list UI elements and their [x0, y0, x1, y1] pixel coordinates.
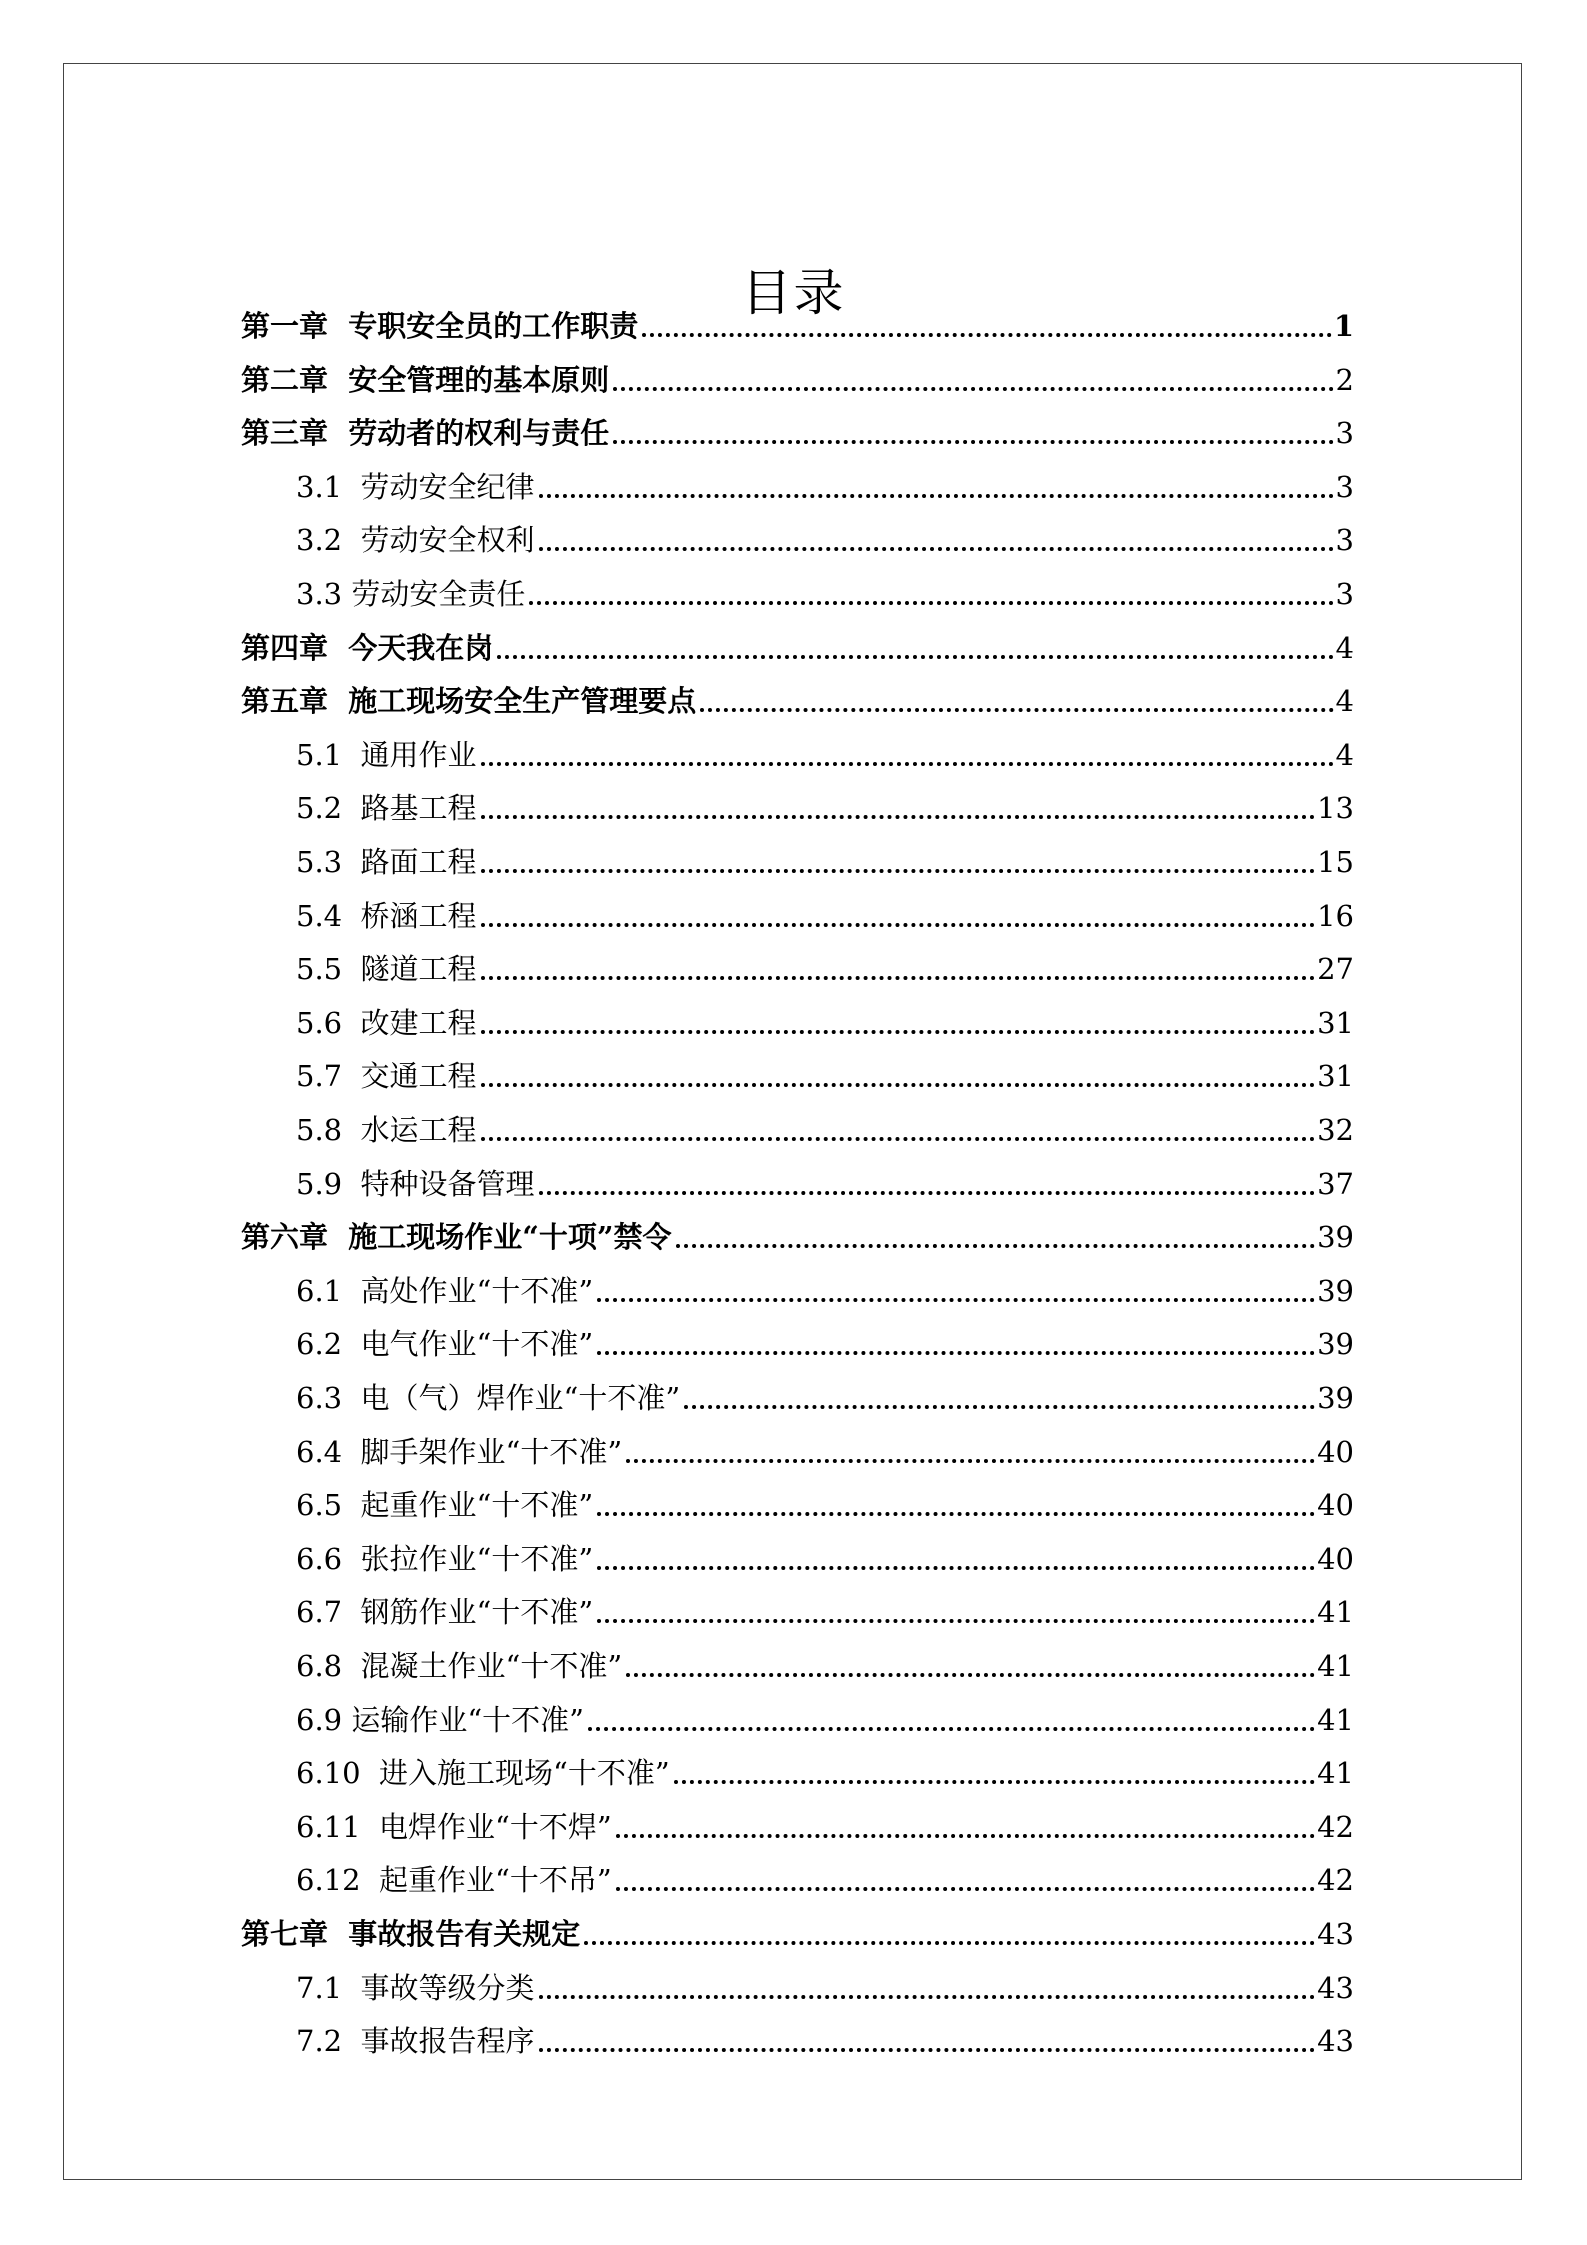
toc-page-number: 2: [1335, 363, 1354, 397]
toc-page-number: 15: [1317, 845, 1354, 879]
toc-section-entry[interactable]: [296, 1847, 1354, 1900]
toc-section-entry[interactable]: [296, 883, 1354, 936]
toc-leader-dots: [684, 1405, 1315, 1409]
toc-section-entry[interactable]: [296, 775, 1354, 828]
toc-page-number: 39: [1317, 1381, 1354, 1415]
toc-page-number: 3: [1335, 470, 1354, 504]
toc-section-entry[interactable]: [296, 1472, 1354, 1525]
toc-entry-label: 第二章 安全管理的基本原则: [241, 363, 610, 397]
toc-page-number: 41: [1317, 1703, 1354, 1737]
toc-page-number: 43: [1317, 2024, 1354, 2058]
toc-leader-dots: [539, 2048, 1316, 2052]
toc-entry-label: 6.9 运输作业“十不准”: [296, 1703, 584, 1737]
toc-section-entry[interactable]: [296, 561, 1354, 614]
toc-section-entry[interactable]: [296, 1740, 1354, 1793]
toc-entry-label: 6.6 张拉作业“十不准”: [296, 1542, 594, 1576]
toc-leader-dots: [481, 1137, 1316, 1141]
toc-section-entry[interactable]: [296, 1526, 1354, 1579]
toc-entry-label: 第七章 事故报告有关规定: [241, 1917, 581, 1951]
toc-page-number: 40: [1317, 1488, 1354, 1522]
toc-chapter-entry[interactable]: [241, 668, 1354, 721]
toc-chapter-entry[interactable]: [241, 400, 1354, 453]
toc-page-number: 3: [1335, 577, 1354, 611]
toc-entry-label: 6.10 进入施工现场“十不准”: [296, 1756, 670, 1790]
toc-entry-label: 第一章 专职安全员的工作职责: [241, 309, 639, 343]
toc-leader-dots: [700, 708, 1333, 712]
toc-page-number: 41: [1317, 1595, 1354, 1629]
toc-leader-dots: [613, 440, 1333, 444]
toc-page-number: 4: [1335, 738, 1354, 772]
toc-section-entry[interactable]: [296, 1955, 1354, 2008]
toc-leader-dots: [481, 762, 1334, 766]
toc-section-entry[interactable]: [296, 1419, 1354, 1472]
toc-page-number: 32: [1317, 1113, 1354, 1147]
toc-leader-dots: [626, 1459, 1315, 1463]
toc-leader-dots: [539, 1191, 1316, 1195]
toc-entry-label: 7.1 事故等级分类: [296, 1971, 535, 2005]
toc-entry-label: 6.3 电（气）焊作业“十不准”: [296, 1381, 681, 1415]
toc-section-entry[interactable]: [296, 936, 1354, 989]
toc-entry-label: 5.1 通用作业: [296, 738, 477, 772]
toc-page-number: 31: [1317, 1006, 1354, 1040]
toc-section-entry[interactable]: [296, 1097, 1354, 1150]
toc-entry-label: 6.1 高处作业“十不准”: [296, 1274, 594, 1308]
toc-leader-dots: [597, 1619, 1315, 1623]
toc-section-entry[interactable]: [296, 2008, 1354, 2061]
toc-leader-dots: [481, 923, 1316, 927]
toc-section-entry[interactable]: [296, 1365, 1354, 1418]
toc-entry-label: 5.2 路基工程: [296, 791, 477, 825]
toc-entry-label: 3.1 劳动安全纪律: [296, 470, 535, 504]
toc-entry-label: 5.6 改建工程: [296, 1006, 477, 1040]
toc-page-number: 39: [1317, 1327, 1354, 1361]
toc-page-number: 41: [1317, 1756, 1354, 1790]
toc-page-number: 27: [1317, 952, 1354, 986]
toc-section-entry[interactable]: [296, 990, 1354, 1043]
toc-leader-dots: [642, 333, 1332, 337]
toc-leader-dots: [674, 1780, 1315, 1784]
toc-page-number: 4: [1335, 631, 1354, 665]
toc-leader-dots: [481, 1030, 1316, 1034]
toc-leader-dots: [539, 1995, 1316, 1999]
toc-page-number: 39: [1317, 1274, 1354, 1308]
toc-entry-label: 第三章 劳动者的权利与责任: [241, 416, 610, 450]
toc-leader-dots: [481, 976, 1316, 980]
toc-leader-dots: [497, 655, 1333, 659]
toc-leader-dots: [613, 387, 1333, 391]
toc-leader-dots: [539, 547, 1334, 551]
toc-chapter-entry[interactable]: [241, 1204, 1354, 1257]
toc-section-entry[interactable]: [296, 454, 1354, 507]
toc-entry-label: 5.4 桥涵工程: [296, 899, 477, 933]
toc-page-number: 42: [1317, 1810, 1354, 1844]
toc-section-entry[interactable]: [296, 1311, 1354, 1364]
toc-page-number: 39: [1317, 1220, 1354, 1254]
toc-leader-dots: [616, 1834, 1315, 1838]
toc-leader-dots: [597, 1512, 1315, 1516]
toc-page-number: 13: [1317, 791, 1354, 825]
toc-page-number: 43: [1317, 1917, 1354, 1951]
toc-entry-label: 3.2 劳动安全权利: [296, 523, 535, 557]
toc-section-entry[interactable]: [296, 1633, 1354, 1686]
toc-entry-label: 第六章 施工现场作业“十项”禁令: [241, 1220, 672, 1254]
toc-leader-dots: [529, 601, 1333, 605]
toc-leader-dots: [481, 869, 1316, 873]
toc-page-number: 1: [1333, 309, 1354, 343]
toc-entry-label: 5.7 交通工程: [296, 1059, 477, 1093]
toc-section-entry[interactable]: [296, 1687, 1354, 1740]
toc-page-number: 40: [1317, 1542, 1354, 1576]
toc-section-entry[interactable]: [296, 1794, 1354, 1847]
toc-entry-label: 6.5 起重作业“十不准”: [296, 1488, 594, 1522]
toc-entry-label: 3.3 劳动安全责任: [296, 577, 526, 611]
toc-leader-dots: [597, 1351, 1315, 1355]
toc-chapter-entry[interactable]: [241, 1901, 1354, 1954]
toc-entry-label: 6.8 混凝土作业“十不准”: [296, 1649, 623, 1683]
toc-entry-label: 5.3 路面工程: [296, 845, 477, 879]
toc-chapter-entry[interactable]: [241, 615, 1354, 668]
toc-leader-dots: [626, 1673, 1315, 1677]
toc-page-number: 31: [1317, 1059, 1354, 1093]
toc-leader-dots: [597, 1566, 1315, 1570]
toc-entry-label: 6.11 电焊作业“十不焊”: [296, 1810, 612, 1844]
toc-page-number: 43: [1317, 1971, 1354, 2005]
toc-entry-label: 6.2 电气作业“十不准”: [296, 1327, 594, 1361]
toc-leader-dots: [481, 815, 1316, 819]
toc-leader-dots: [481, 1083, 1316, 1087]
toc-section-entry[interactable]: [296, 1043, 1354, 1096]
toc-section-entry[interactable]: [296, 1579, 1354, 1632]
toc-entry-label: 5.5 隧道工程: [296, 952, 477, 986]
toc-entry-label: 6.7 钢筋作业“十不准”: [296, 1595, 594, 1629]
toc-page-number: 4: [1335, 684, 1354, 718]
toc-section-entry[interactable]: [296, 829, 1354, 882]
toc-leader-dots: [676, 1244, 1316, 1248]
toc-section-entry[interactable]: [296, 722, 1354, 775]
toc-entry-label: 6.12 起重作业“十不吊”: [296, 1863, 612, 1897]
toc-chapter-entry[interactable]: [241, 293, 1354, 346]
toc-leader-dots: [539, 494, 1334, 498]
toc-chapter-entry[interactable]: [241, 347, 1354, 400]
toc-leader-dots: [597, 1298, 1315, 1302]
toc-entry-label: 7.2 事故报告程序: [296, 2024, 535, 2058]
toc-section-entry[interactable]: [296, 1258, 1354, 1311]
toc-section-entry[interactable]: [296, 507, 1354, 560]
toc-page-number: 3: [1335, 416, 1354, 450]
toc-entry-label: 第五章 施工现场安全生产管理要点: [241, 684, 697, 718]
toc-leader-dots: [616, 1887, 1315, 1891]
toc-section-entry[interactable]: [296, 1151, 1354, 1204]
toc-entry-label: 5.8 水运工程: [296, 1113, 477, 1147]
toc-page-number: 37: [1317, 1167, 1354, 1201]
toc-title: 目录: [741, 263, 846, 322]
toc-entry-label: 第四章 今天我在岗: [241, 631, 494, 665]
toc-leader-dots: [584, 1941, 1315, 1945]
toc-page-number: 40: [1317, 1435, 1354, 1469]
toc-entry-label: 5.9 特种设备管理: [296, 1167, 535, 1201]
toc-page-number: 42: [1317, 1863, 1354, 1897]
toc-page-number: 16: [1317, 899, 1354, 933]
toc-entry-label: 6.4 脚手架作业“十不准”: [296, 1435, 623, 1469]
toc-page-number: 41: [1317, 1649, 1354, 1683]
toc-page-number: 3: [1335, 523, 1354, 557]
toc-leader-dots: [588, 1727, 1315, 1731]
